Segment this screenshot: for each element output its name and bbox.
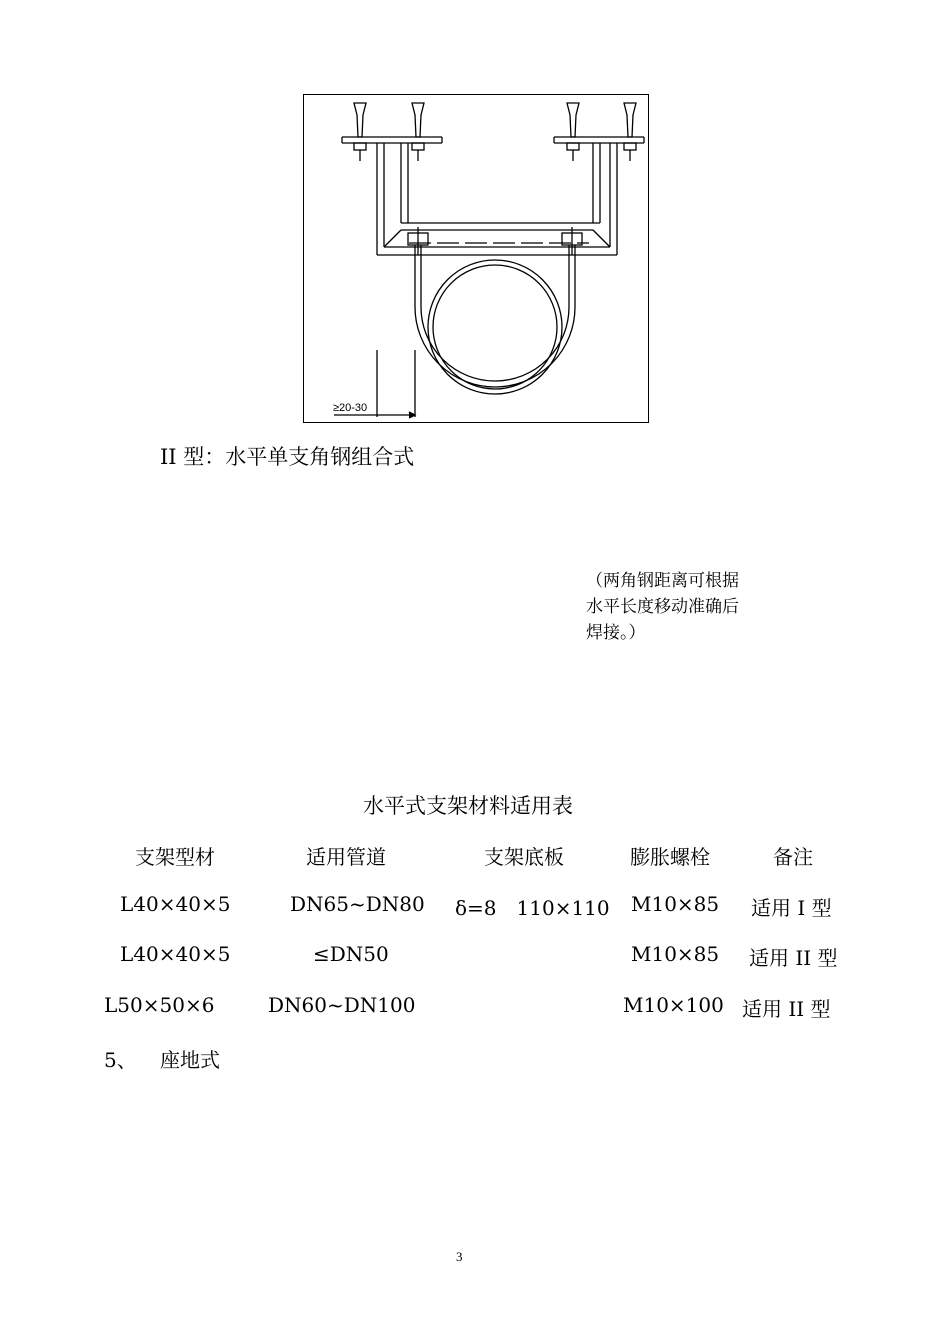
table-cell: M10×100 [623, 993, 724, 1017]
anchor-bolt-1 [354, 103, 366, 161]
table-cell: DN60~DN100 [268, 993, 416, 1017]
support-drawing [303, 94, 649, 423]
table-cell: 适用 I 型 [751, 896, 832, 920]
table-cell: M10×85 [631, 942, 720, 966]
figure-caption: II 型：水平单支角钢组合式 [160, 445, 415, 469]
table-header: 膨胀螺栓 [630, 845, 710, 869]
table-cell: 适用 II 型 [742, 997, 831, 1021]
table-header: 备注 [773, 845, 813, 869]
table-cell: 适用 II 型 [749, 946, 838, 970]
table-title: 水平式支架材料适用表 [363, 794, 573, 818]
table-header: 适用管道 [306, 845, 386, 869]
anchor-bolt-4 [624, 103, 636, 161]
table-cell: L50×50×6 [104, 993, 215, 1017]
table-cell: DN65~DN80 [290, 892, 425, 916]
note-line: 水平长度移动准确后 [586, 597, 739, 617]
anchor-bolt-3 [567, 103, 579, 161]
figure-note [586, 568, 739, 646]
table-cell: L40×40×5 [120, 892, 231, 916]
dimension-label: ≥20-30 [333, 402, 368, 414]
table-cell: M10×85 [631, 892, 720, 916]
table-cell: ≤DN50 [313, 942, 389, 966]
table-header: 支架底板 [484, 845, 564, 869]
table-header: 支架型材 [135, 845, 215, 869]
support-drawing-svg [304, 95, 650, 424]
anchor-bolt-2 [412, 103, 424, 161]
table-cell: δ=8 110×110 [455, 896, 610, 920]
page-number: 3 [456, 1249, 463, 1264]
note-line: 焊接。） [586, 623, 646, 643]
note-line: （两角钢距离可根据 [586, 571, 739, 591]
table-cell: L40×40×5 [120, 942, 231, 966]
section-number: 5、 [104, 1048, 137, 1072]
section-title: 座地式 [160, 1048, 220, 1072]
